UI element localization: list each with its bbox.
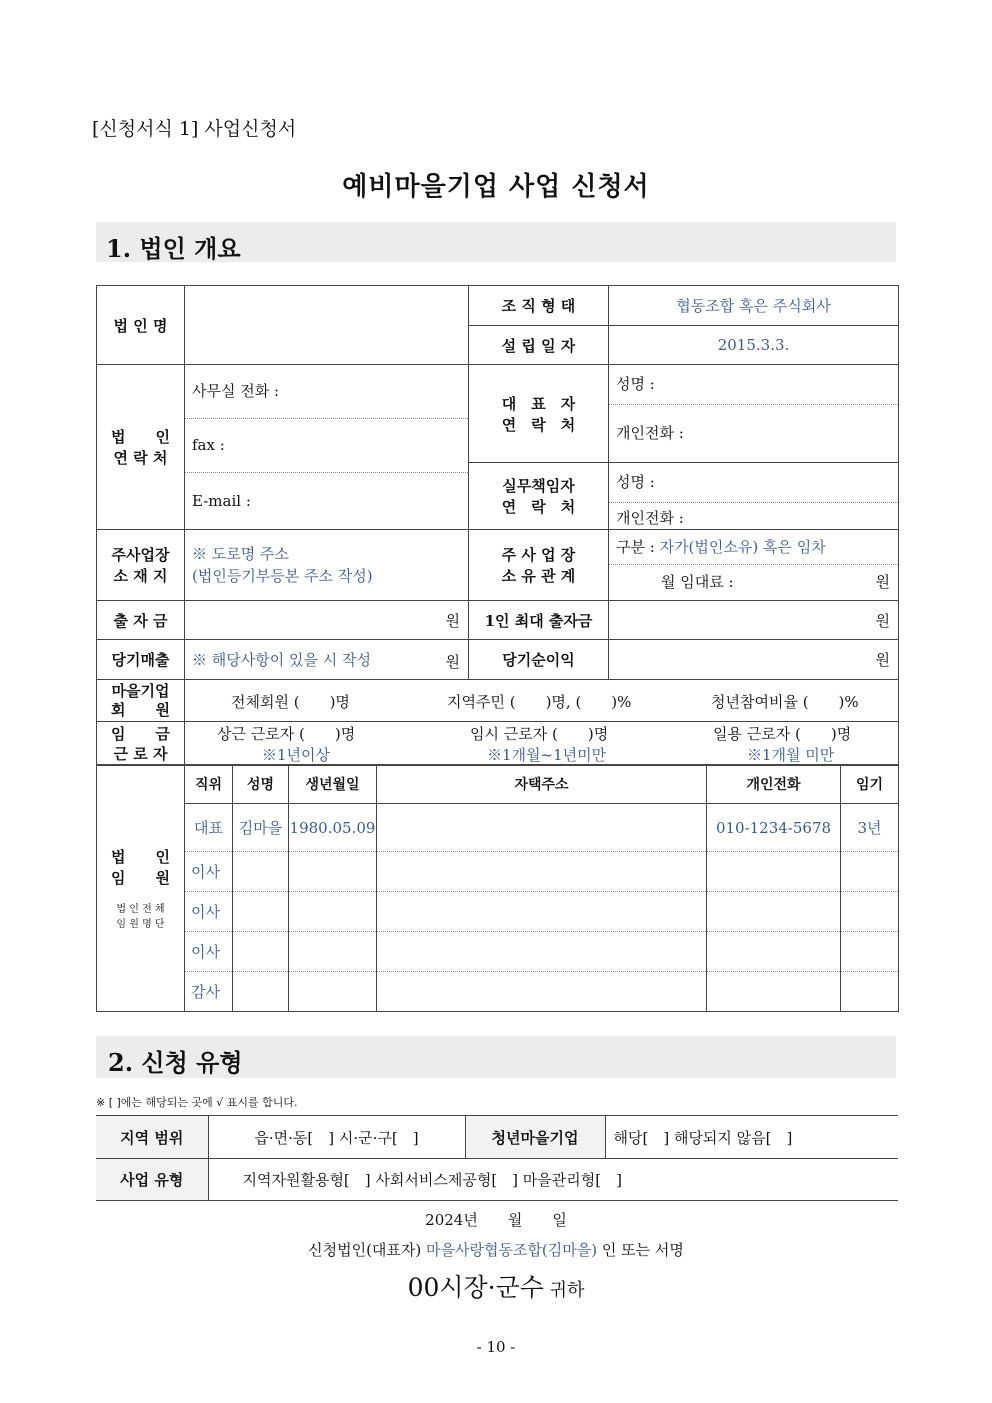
document-title: 예비마을기업 사업 신청서 (342, 172, 650, 202)
contact-values (609, 365, 899, 530)
sales-note: ※ 해당사항이 있을 시 작성 (192, 651, 371, 669)
recipient-suffix: 귀하 (543, 1280, 585, 1301)
ownership-label-line2: 소 유 관 계 (501, 567, 576, 585)
officer-birth[interactable] (289, 972, 377, 1012)
officer-address[interactable] (377, 804, 707, 852)
members-label (97, 680, 185, 722)
officer-name[interactable]: 김마을 (233, 804, 289, 852)
est-date-label: 설 립 일 자 (469, 326, 609, 365)
officers-label-line2: 임 원 (111, 869, 170, 887)
youth-village-field[interactable]: 해당[ ] 해당되지 않음[ ] (605, 1116, 898, 1159)
corp-name-label: 법 인 명 (97, 286, 185, 365)
workers-label (97, 722, 185, 766)
office-phone-field[interactable]: 사무실 전화 : (185, 365, 468, 419)
email-field[interactable]: E-mail : (192, 492, 251, 510)
monthly-rent-field[interactable] (609, 565, 898, 600)
officer-phone[interactable]: 010-1234-5678 (707, 804, 841, 852)
monthly-rent-label: 월 임대료 : (661, 573, 734, 591)
address-note-road: ※ 도로명 주소 (192, 545, 289, 563)
org-type-value[interactable]: 협동조합 혹은 주식회사 (609, 286, 899, 326)
officer-term[interactable]: 3년 (841, 804, 899, 852)
officer-phone[interactable] (707, 972, 841, 1012)
officers-label-line1: 법 인 (111, 848, 170, 866)
ownership-type-value: 자가(법인소유) 혹은 임차 (659, 538, 826, 556)
page-number: - 10 - (476, 1338, 516, 1356)
officer-address[interactable] (377, 852, 707, 892)
rep-phone-field[interactable]: 개인전화 : (609, 405, 898, 463)
main-site-address-label-line1: 주사업장 (111, 546, 170, 564)
sales-unit: 원 (445, 653, 460, 671)
ownership-label-line1: 주 사 업 장 (501, 546, 576, 564)
table-row (97, 804, 899, 852)
officer-term[interactable] (841, 892, 899, 932)
worker-daily-note: ※1개월 미만 (747, 746, 835, 764)
header-position: 직위 (185, 765, 233, 804)
fax-field[interactable]: fax : (185, 419, 468, 473)
capital-field[interactable]: 원 (185, 601, 469, 640)
application-type-table (96, 1115, 898, 1201)
org-type-label: 조 직 형 태 (469, 286, 609, 326)
contact-role-labels (469, 365, 609, 530)
header-phone: 개인전화 (707, 765, 841, 804)
corp-name-field[interactable] (185, 286, 469, 365)
members-field[interactable] (185, 680, 899, 722)
main-site-address-label (97, 530, 185, 601)
applicant-prefix: 신청법인(대표자) (308, 1241, 427, 1259)
table-row (97, 892, 899, 932)
recipient-line (0, 1268, 992, 1304)
officers-label (97, 765, 185, 1012)
officer-birth[interactable] (289, 852, 377, 892)
application-date: 2024년 월 일 (425, 1211, 567, 1229)
sales-field[interactable] (185, 640, 469, 680)
recipient: 00시장·군수 (407, 1273, 544, 1302)
youth-village-label: 청년마을기업 (465, 1116, 605, 1159)
officer-address[interactable] (377, 972, 707, 1012)
profit-label: 당기순이익 (469, 640, 609, 680)
officer-position[interactable]: 감사 (185, 972, 233, 1012)
officer-name[interactable] (233, 932, 289, 972)
sales-label: 당기매출 (97, 640, 185, 680)
form-label: [신청서식 1] 사업신청서 (92, 118, 297, 140)
monthly-rent-unit: 원 (875, 573, 890, 591)
rep-name-field[interactable]: 성명 : (609, 365, 898, 405)
officer-term[interactable] (841, 932, 899, 972)
officer-birth[interactable] (289, 932, 377, 972)
ownership-type-prefix: 구분 : (616, 538, 660, 556)
header-name: 성명 (233, 765, 289, 804)
rep-contact-label-line1: 대 표 자 (501, 394, 576, 413)
member-total: 전체회원 ( )명 (231, 693, 350, 711)
table-row (97, 932, 899, 972)
header-term: 임기 (841, 765, 899, 804)
max-capital-field[interactable]: 원 (609, 601, 899, 640)
est-date-value[interactable]: 2015.3.3. (609, 326, 899, 365)
officer-phone[interactable] (707, 892, 841, 932)
worker-temporary: 임시 근로자 ( )명 (470, 725, 609, 743)
manager-contact-label-line2: 연 락 처 (501, 498, 576, 516)
table-row (97, 852, 899, 892)
business-type-label: 사업 유형 (96, 1159, 208, 1201)
ownership-label (469, 530, 609, 601)
member-local: 지역주민 ( )명, ( )% (447, 693, 632, 711)
officer-position[interactable]: 대표 (185, 804, 233, 852)
workers-field[interactable] (185, 722, 899, 766)
officer-birth[interactable]: 1980.05.09 (289, 804, 377, 852)
member-youth-ratio: 청년참여비율 ( )% (711, 693, 859, 711)
officer-position[interactable]: 이사 (185, 932, 233, 972)
officer-term[interactable] (841, 972, 899, 1012)
applicant-name[interactable]: 마을사랑협동조합(김마을) (426, 1241, 598, 1259)
worker-regular-note: ※1년이상 (262, 746, 331, 764)
rep-contact-label (469, 365, 608, 463)
manager-phone-field[interactable]: 개인전화 : (616, 509, 684, 527)
manager-name-field[interactable]: 성명 : (609, 463, 898, 503)
officer-address[interactable] (377, 892, 707, 932)
officer-phone[interactable] (707, 852, 841, 892)
main-site-address-label-line2: 소 재 지 (113, 567, 168, 585)
header-address: 자택주소 (377, 765, 707, 804)
officer-name[interactable] (233, 972, 289, 1012)
worker-daily: 일용 근로자 ( )명 (713, 725, 852, 743)
region-scope-field[interactable]: 읍·면·동[ ] 시·군·구[ ] (208, 1116, 465, 1159)
profit-field[interactable]: 원 (609, 640, 899, 680)
worker-regular: 상근 근로자 ( )명 (217, 725, 356, 743)
section-2-title: 2. 신청 유형 (108, 1048, 243, 1077)
rep-contact-label-line2: 연 락 처 (501, 415, 576, 434)
officers-sublabel-line1: 법 인 전 체 (116, 904, 165, 915)
officer-phone[interactable] (707, 932, 841, 972)
members-label-line2: 회 원 (111, 700, 170, 719)
officers-sublabel-line2: 임 원 명 단 (116, 919, 165, 930)
workers-label-line1: 임 금 (111, 724, 170, 743)
region-scope-label: 지역 범위 (96, 1116, 208, 1159)
officer-term[interactable] (841, 852, 899, 892)
manager-contact-label (469, 463, 608, 529)
business-type-field[interactable]: 지역자원활용형[ ] 사회서비스제공형[ ] 마을관리형[ ] (242, 1171, 622, 1189)
officer-address[interactable] (377, 932, 707, 972)
corporation-overview-table (96, 285, 899, 766)
officer-name[interactable] (233, 892, 289, 932)
corp-contact-label (97, 365, 185, 530)
officers-table (96, 764, 899, 1012)
workers-label-line2: 근 로 자 (113, 744, 168, 763)
officer-birth[interactable] (289, 892, 377, 932)
manager-contact-label-line1: 실무책임자 (502, 477, 575, 495)
applicant-line (0, 1239, 992, 1260)
applicant-suffix: 인 또는 서명 (597, 1241, 684, 1259)
corp-contact-label-line2: 연 락 처 (113, 449, 168, 467)
ownership-type-field[interactable] (609, 530, 898, 565)
check-note: ※ [ ]에는 해당되는 곳에 √ 표시를 합니다. (96, 1096, 298, 1109)
section-1-title: 1. 법인 개요 (106, 234, 241, 263)
corp-contact-label-line1: 법 인 (111, 428, 170, 446)
main-site-address-field[interactable] (185, 530, 469, 601)
members-label-line1: 마을기업 (111, 681, 170, 700)
officer-position[interactable]: 이사 (185, 852, 233, 892)
header-birth: 생년월일 (289, 765, 377, 804)
officer-name[interactable] (233, 852, 289, 892)
address-note-registry: (법인등기부등본 주소 작성) (192, 567, 373, 585)
ownership-values (609, 530, 899, 601)
worker-temporary-note: ※1개월~1년미만 (487, 746, 607, 764)
officer-position[interactable]: 이사 (185, 892, 233, 932)
table-row (97, 972, 899, 1012)
corp-contact-cell (185, 365, 469, 530)
max-capital-label: 1인 최대 출자금 (469, 601, 609, 640)
capital-label: 출 자 금 (97, 601, 185, 640)
